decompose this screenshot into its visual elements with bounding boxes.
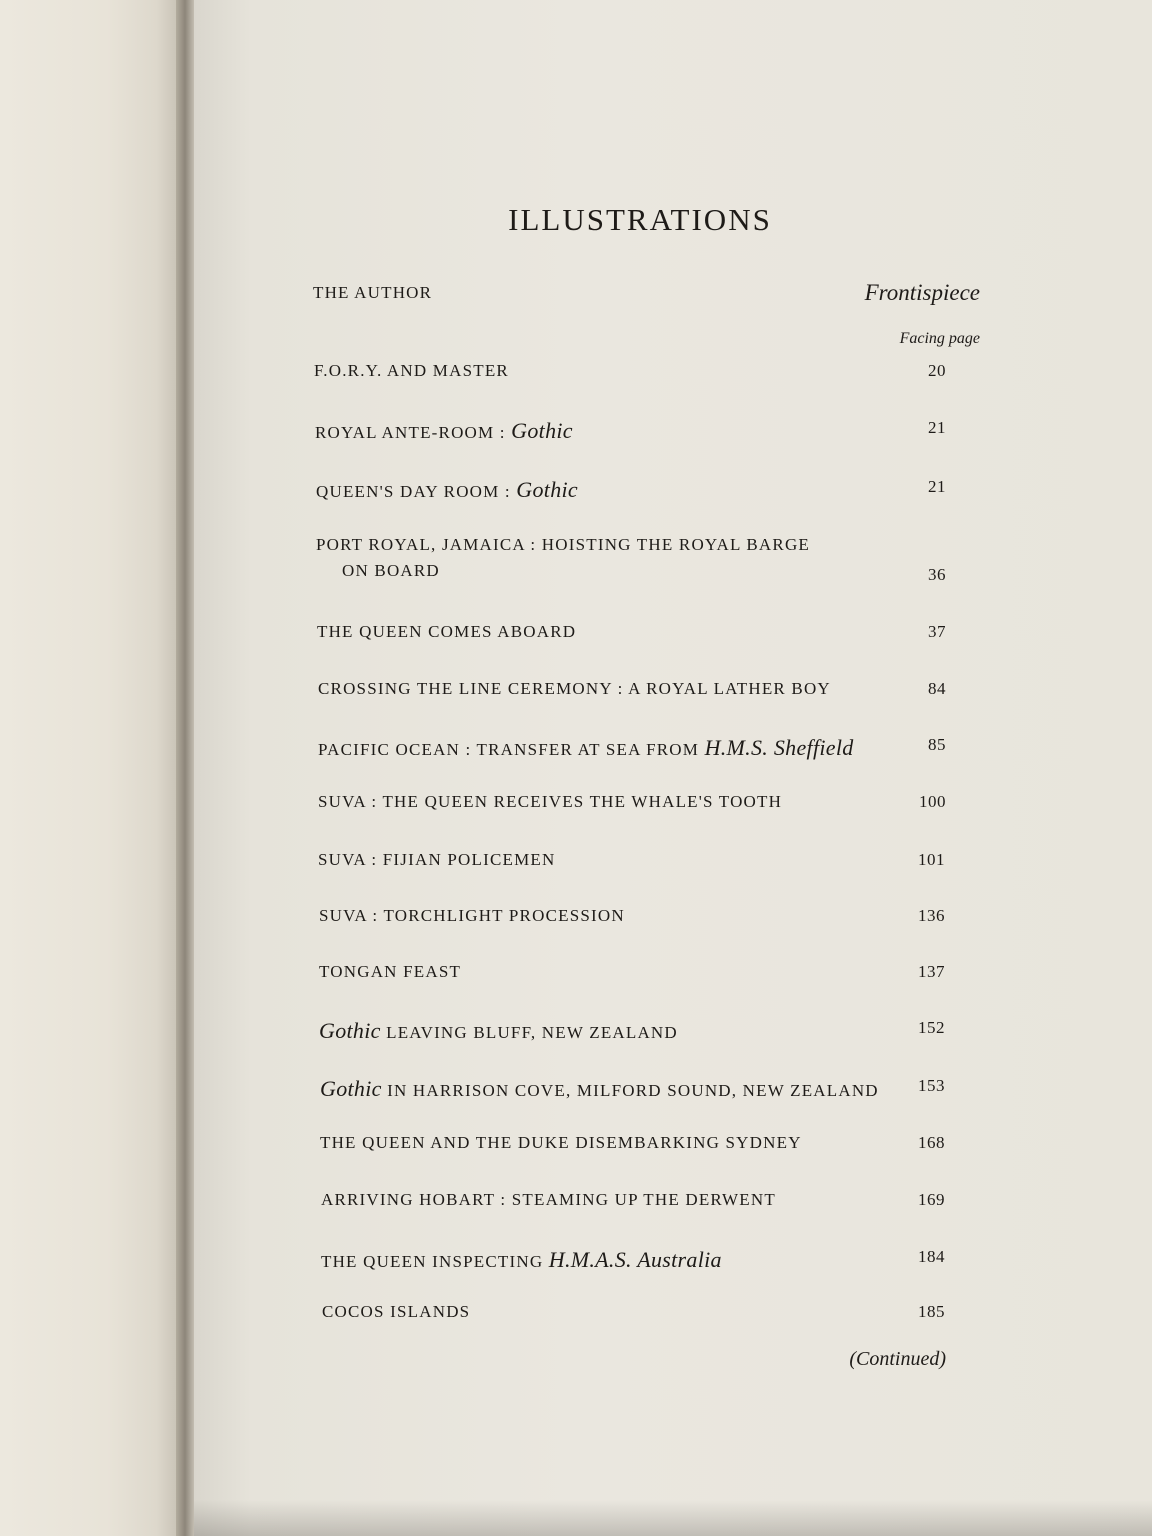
entry-title-part: THE QUEEN COMES ABOARD — [317, 622, 577, 641]
illustration-entry — [0, 622, 1152, 652]
entry-title-part: THE QUEEN INSPECTING — [321, 1252, 549, 1271]
entry-title — [322, 1302, 470, 1322]
entry-page-number: 136 — [918, 906, 945, 925]
illustration-entry — [0, 418, 1152, 448]
entry-title-italic-part: Gothic — [516, 477, 578, 502]
entry-title — [314, 361, 509, 381]
entry-title — [313, 283, 432, 303]
entry-page-number: 100 — [919, 792, 946, 811]
entry-title-part: QUEEN'S DAY ROOM : — [316, 482, 517, 501]
illustration-entry — [0, 1076, 1152, 1106]
entry-page-number: 153 — [918, 1076, 945, 1095]
entry-title-part: SUVA : THE QUEEN RECEIVES THE WHALE'S TOOTH — [318, 792, 783, 811]
entry-title-part: LEAVING BLUFF, NEW ZEALAND — [380, 1023, 678, 1042]
entry-title — [320, 1076, 879, 1102]
entry-title-part: SUVA : TORCHLIGHT PROCESSION — [319, 906, 625, 925]
entry-title-continuation: ON BOARD — [342, 561, 440, 580]
illustration-entry — [0, 1133, 1152, 1163]
entry-page-number: 101 — [918, 850, 945, 869]
illustration-entry — [0, 735, 1152, 765]
entry-title — [320, 1133, 802, 1153]
entry-title-part: TONGAN FEAST — [319, 962, 462, 981]
entry-title — [317, 622, 576, 642]
facing-page-header: Facing page — [899, 330, 980, 347]
entry-title-part: ROYAL ANTE-ROOM : — [315, 423, 512, 442]
entry-title-part: PACIFIC OCEAN : TRANSFER AT SEA FROM — [318, 740, 705, 759]
entry-title — [318, 792, 782, 812]
entry-page-number: 169 — [918, 1190, 945, 1209]
page-title: ILLUSTRATIONS — [508, 202, 772, 237]
entry-title — [319, 962, 461, 982]
illustration-entry — [0, 283, 1152, 313]
entry-title — [318, 679, 831, 699]
entry-title-part: ARRIVING HOBART : STEAMING UP THE DERWENT — [321, 1190, 776, 1209]
entry-page-number: 137 — [918, 962, 945, 981]
entry-title-part: CROSSING THE LINE CEREMONY : A ROYAL LATHER BOY — [318, 679, 831, 698]
entry-page-number: 85 — [928, 735, 946, 754]
entry-page-number: 20 — [928, 361, 946, 380]
illustration-entry — [0, 1018, 1152, 1048]
illustration-entry — [0, 1247, 1152, 1277]
entry-page-number: 168 — [918, 1133, 945, 1152]
entry-title — [319, 1018, 678, 1044]
illustration-entry — [0, 679, 1152, 709]
entry-title-italic-part: Gothic — [511, 418, 573, 443]
entry-title-part: THE QUEEN AND THE DUKE DISEMBARKING SYDNEY — [320, 1133, 802, 1152]
entry-title — [316, 477, 578, 503]
entry-page-number: 36 — [928, 565, 946, 584]
entry-page-number: 21 — [928, 418, 946, 437]
entry-page-number: 185 — [918, 1302, 945, 1321]
entry-title — [316, 535, 810, 581]
entry-title-part: PORT ROYAL, JAMAICA : HOISTING THE ROYAL BARGE — [316, 535, 811, 554]
entry-title — [315, 418, 573, 444]
illustration-entry — [0, 1190, 1152, 1220]
entry-page-number: 184 — [918, 1247, 945, 1266]
page-bottom-shadow — [194, 1500, 1152, 1536]
illustration-entry — [0, 477, 1152, 507]
entry-title-italic-part: Gothic — [319, 1018, 381, 1043]
entry-title-part: F.O.R.Y. AND MASTER — [314, 361, 509, 380]
entry-page-number: 37 — [928, 622, 946, 641]
entry-title-italic-part: H.M.A.S. Australia — [548, 1247, 722, 1272]
illustration-entry — [0, 962, 1152, 992]
illustration-entry — [0, 535, 1152, 584]
entry-title — [321, 1190, 776, 1210]
illustration-entry — [0, 1302, 1152, 1332]
illustration-entry — [0, 850, 1152, 880]
entry-page-number: 84 — [928, 679, 946, 698]
entry-page-number: 152 — [918, 1018, 945, 1037]
illustration-entry — [0, 361, 1152, 391]
entry-page-number: 21 — [928, 477, 946, 496]
entry-title — [318, 735, 854, 761]
entry-title-italic-part: H.M.S. Sheffield — [704, 735, 854, 760]
illustration-entry — [0, 906, 1152, 936]
frontispiece-label: Frontispiece — [864, 280, 980, 305]
entry-title — [318, 850, 555, 870]
entry-title — [321, 1247, 722, 1273]
entry-title-part: SUVA : FIJIAN POLICEMEN — [318, 850, 556, 869]
illustration-entry — [0, 792, 1152, 822]
entry-title-part: COCOS ISLANDS — [322, 1302, 471, 1321]
entry-title-part: THE AUTHOR — [313, 283, 433, 302]
continued-label: (Continued) — [849, 1348, 946, 1370]
entry-title-part: IN HARRISON COVE, MILFORD SOUND, NEW ZEALAND — [381, 1081, 879, 1100]
entry-title-italic-part: Gothic — [320, 1076, 382, 1101]
entry-title — [319, 906, 625, 926]
